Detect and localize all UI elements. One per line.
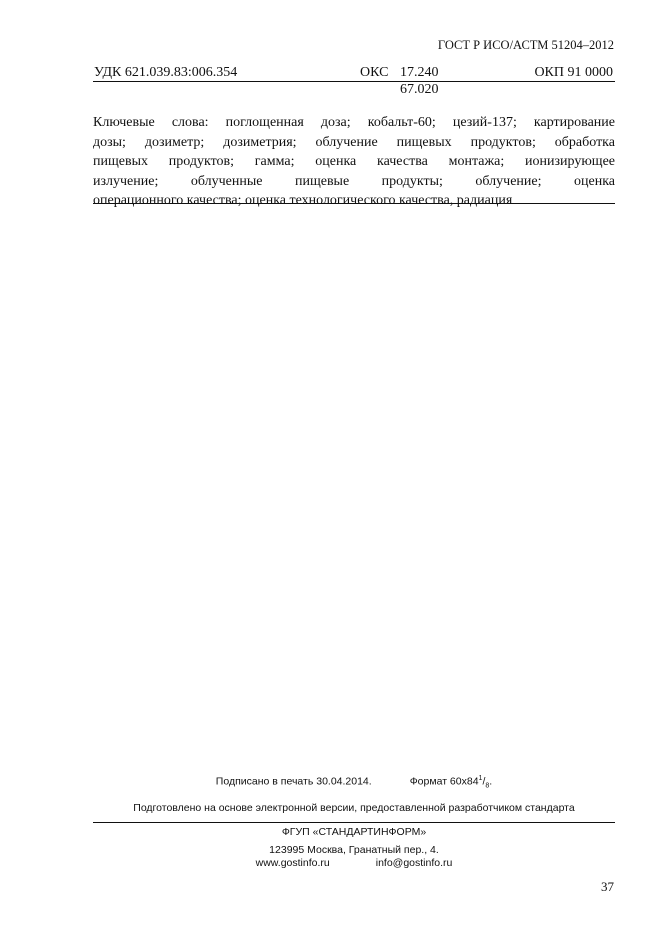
format-numerator: 1 — [478, 775, 483, 782]
format-end: . — [489, 775, 493, 788]
publisher-address: 123995 Москва, Гранатный пер., 4. — [269, 844, 439, 856]
format-denominator: 8 — [485, 782, 490, 790]
oks-code-1: 17.240 — [400, 65, 439, 80]
keywords-line: пищевых продуктов; гамма; оценка качества монтажа; ионизирующее — [93, 154, 615, 169]
signed-date: Подписано в печать 30.04.2014. — [215, 775, 372, 788]
page-number: 37 — [601, 879, 614, 894]
keywords-line: дозы; дозиметр; дозиметрия; облучение пищевых продуктов; обработка — [93, 134, 615, 150]
oks-code-2: 67.020 — [400, 82, 439, 97]
udk-code: УДК 621.039.83:006.354 — [94, 65, 238, 80]
okp-code: ОКП 91 0000 — [534, 65, 613, 80]
document-code: ГОСТ Р ИСО/АСТМ 51204–2012 — [437, 38, 614, 52]
keywords-line: Ключевые слова: поглощенная доза; кобальт-60; цезий-137; картирование — [93, 115, 615, 130]
prepared-note: Подготовлено на основе электронной версии, предоставленной разработчиком стандарта — [133, 802, 575, 814]
website-link[interactable]: www.gostinfo.ru — [255, 857, 330, 869]
print-info: Подписано в печать 30.04.2014. Формат $60x84^1/_8$. — [215, 775, 493, 790]
format-label: Формат 60x84 — [409, 775, 479, 788]
keywords-line: операционного качества; оценка технологического качества, радиация — [93, 193, 513, 208]
contacts — [93, 857, 615, 869]
keywords-rule — [93, 203, 615, 204]
keywords-paragraph — [93, 113, 615, 211]
header-rule — [93, 81, 615, 82]
footer-rule — [93, 822, 615, 823]
email-link[interactable]: info@gostinfo.ru — [375, 857, 453, 869]
publisher-name: ФГУП «СТАНДАРТИНФОРМ» — [281, 826, 427, 838]
oks-label: ОКС — [360, 65, 389, 80]
keywords-line: излучение; облученные пищевые продукты; облучение; оценка — [93, 173, 615, 189]
